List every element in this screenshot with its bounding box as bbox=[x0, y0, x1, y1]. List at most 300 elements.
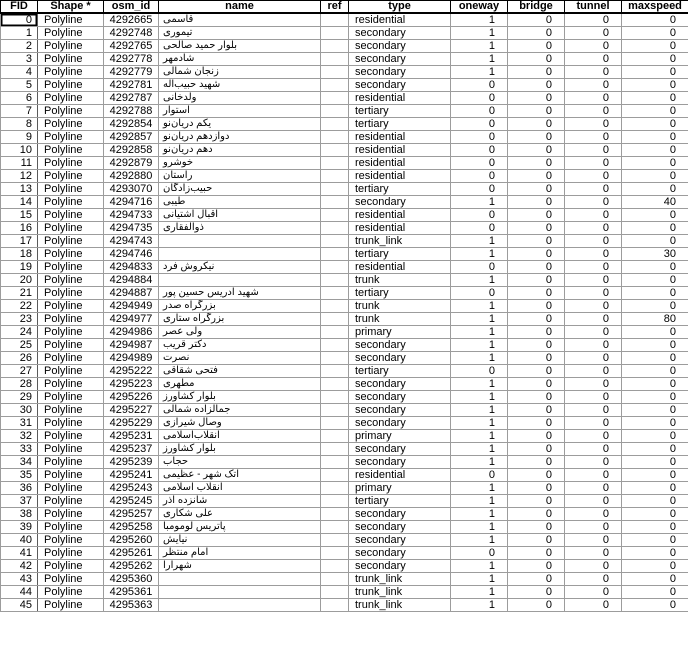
cell-type[interactable]: secondary bbox=[349, 521, 451, 534]
cell-shape[interactable]: Polyline bbox=[38, 495, 104, 508]
cell-osm_id[interactable]: 4294716 bbox=[104, 196, 159, 209]
cell-type[interactable]: secondary bbox=[349, 560, 451, 573]
cell-shape[interactable]: Polyline bbox=[38, 274, 104, 287]
cell-tunnel[interactable]: 0 bbox=[565, 66, 622, 79]
cell-fid[interactable]: 4 bbox=[1, 66, 38, 79]
cell-name[interactable]: نصرت bbox=[159, 352, 321, 365]
cell-osm_id[interactable]: 4292880 bbox=[104, 170, 159, 183]
cell-oneway[interactable]: 0 bbox=[451, 183, 508, 196]
cell-shape[interactable]: Polyline bbox=[38, 157, 104, 170]
cell-shape[interactable]: Polyline bbox=[38, 586, 104, 599]
cell-fid[interactable]: 1 bbox=[1, 27, 38, 40]
cell-maxspeed[interactable]: 80 bbox=[622, 313, 688, 326]
cell-type[interactable]: tertiary bbox=[349, 118, 451, 131]
cell-ref[interactable] bbox=[321, 339, 349, 352]
cell-tunnel[interactable]: 0 bbox=[565, 313, 622, 326]
cell-type[interactable]: trunk_link bbox=[349, 235, 451, 248]
cell-bridge[interactable]: 0 bbox=[508, 144, 565, 157]
cell-osm_id[interactable]: 4295222 bbox=[104, 365, 159, 378]
cell-name[interactable]: خوشرو bbox=[159, 157, 321, 170]
cell-osm_id[interactable]: 4295363 bbox=[104, 599, 159, 612]
cell-osm_id[interactable]: 4294989 bbox=[104, 352, 159, 365]
cell-osm_id[interactable]: 4295241 bbox=[104, 469, 159, 482]
cell-osm_id[interactable]: 4295229 bbox=[104, 417, 159, 430]
cell-type[interactable]: primary bbox=[349, 430, 451, 443]
column-header-tunnel[interactable]: tunnel bbox=[565, 1, 622, 14]
cell-bridge[interactable]: 0 bbox=[508, 222, 565, 235]
cell-type[interactable]: trunk_link bbox=[349, 573, 451, 586]
cell-shape[interactable]: Polyline bbox=[38, 183, 104, 196]
cell-bridge[interactable]: 0 bbox=[508, 209, 565, 222]
cell-osm_id[interactable]: 4292765 bbox=[104, 40, 159, 53]
cell-name[interactable]: وصال شیرازی bbox=[159, 417, 321, 430]
cell-ref[interactable] bbox=[321, 209, 349, 222]
cell-bridge[interactable]: 0 bbox=[508, 352, 565, 365]
column-header-ref[interactable]: ref bbox=[321, 1, 349, 14]
cell-shape[interactable]: Polyline bbox=[38, 144, 104, 157]
cell-type[interactable]: residential bbox=[349, 157, 451, 170]
cell-ref[interactable] bbox=[321, 586, 349, 599]
cell-oneway[interactable]: 1 bbox=[451, 248, 508, 261]
cell-osm_id[interactable]: 4294977 bbox=[104, 313, 159, 326]
cell-type[interactable]: residential bbox=[349, 170, 451, 183]
cell-tunnel[interactable]: 0 bbox=[565, 248, 622, 261]
cell-ref[interactable] bbox=[321, 508, 349, 521]
cell-ref[interactable] bbox=[321, 456, 349, 469]
cell-fid[interactable]: 35 bbox=[1, 469, 38, 482]
cell-bridge[interactable]: 0 bbox=[508, 300, 565, 313]
cell-fid[interactable]: 27 bbox=[1, 365, 38, 378]
cell-oneway[interactable]: 1 bbox=[451, 300, 508, 313]
cell-maxspeed[interactable]: 0 bbox=[622, 326, 688, 339]
cell-oneway[interactable]: 1 bbox=[451, 508, 508, 521]
cell-tunnel[interactable]: 0 bbox=[565, 534, 622, 547]
cell-fid[interactable]: 14 bbox=[1, 196, 38, 209]
cell-bridge[interactable]: 0 bbox=[508, 287, 565, 300]
cell-ref[interactable] bbox=[321, 131, 349, 144]
cell-shape[interactable]: Polyline bbox=[38, 404, 104, 417]
cell-oneway[interactable]: 1 bbox=[451, 482, 508, 495]
cell-fid[interactable]: 10 bbox=[1, 144, 38, 157]
cell-ref[interactable] bbox=[321, 521, 349, 534]
cell-maxspeed[interactable]: 0 bbox=[622, 144, 688, 157]
cell-bridge[interactable]: 0 bbox=[508, 521, 565, 534]
cell-bridge[interactable]: 0 bbox=[508, 495, 565, 508]
cell-maxspeed[interactable]: 0 bbox=[622, 222, 688, 235]
cell-name[interactable]: طیبی bbox=[159, 196, 321, 209]
cell-shape[interactable]: Polyline bbox=[38, 222, 104, 235]
cell-bridge[interactable]: 0 bbox=[508, 508, 565, 521]
cell-type[interactable]: secondary bbox=[349, 196, 451, 209]
cell-ref[interactable] bbox=[321, 105, 349, 118]
cell-tunnel[interactable]: 0 bbox=[565, 326, 622, 339]
cell-type[interactable]: secondary bbox=[349, 79, 451, 92]
cell-type[interactable]: trunk bbox=[349, 274, 451, 287]
cell-shape[interactable]: Polyline bbox=[38, 105, 104, 118]
cell-osm_id[interactable]: 4294733 bbox=[104, 209, 159, 222]
cell-maxspeed[interactable]: 0 bbox=[622, 235, 688, 248]
cell-osm_id[interactable]: 4295237 bbox=[104, 443, 159, 456]
cell-shape[interactable]: Polyline bbox=[38, 534, 104, 547]
cell-osm_id[interactable]: 4295262 bbox=[104, 560, 159, 573]
cell-bridge[interactable]: 0 bbox=[508, 53, 565, 66]
cell-type[interactable]: trunk bbox=[349, 300, 451, 313]
cell-shape[interactable]: Polyline bbox=[38, 287, 104, 300]
cell-bridge[interactable]: 0 bbox=[508, 183, 565, 196]
column-header-name[interactable]: name bbox=[159, 1, 321, 14]
cell-name[interactable]: انقلاب اسلامی bbox=[159, 482, 321, 495]
cell-type[interactable]: secondary bbox=[349, 27, 451, 40]
cell-oneway[interactable]: 1 bbox=[451, 40, 508, 53]
cell-shape[interactable]: Polyline bbox=[38, 443, 104, 456]
cell-osm_id[interactable]: 4294949 bbox=[104, 300, 159, 313]
cell-maxspeed[interactable]: 0 bbox=[622, 534, 688, 547]
cell-fid[interactable]: 36 bbox=[1, 482, 38, 495]
cell-osm_id[interactable]: 4295257 bbox=[104, 508, 159, 521]
cell-tunnel[interactable]: 0 bbox=[565, 235, 622, 248]
cell-bridge[interactable]: 0 bbox=[508, 105, 565, 118]
cell-name[interactable]: امام منتظر bbox=[159, 547, 321, 560]
cell-osm_id[interactable]: 4292781 bbox=[104, 79, 159, 92]
cell-shape[interactable]: Polyline bbox=[38, 27, 104, 40]
cell-tunnel[interactable]: 0 bbox=[565, 404, 622, 417]
cell-tunnel[interactable]: 0 bbox=[565, 417, 622, 430]
cell-fid[interactable]: 45 bbox=[1, 599, 38, 612]
cell-maxspeed[interactable]: 0 bbox=[622, 547, 688, 560]
cell-type[interactable]: secondary bbox=[349, 40, 451, 53]
cell-osm_id[interactable]: 4295239 bbox=[104, 456, 159, 469]
cell-ref[interactable] bbox=[321, 196, 349, 209]
cell-oneway[interactable]: 0 bbox=[451, 105, 508, 118]
cell-osm_id[interactable]: 4294735 bbox=[104, 222, 159, 235]
cell-maxspeed[interactable]: 0 bbox=[622, 66, 688, 79]
cell-bridge[interactable]: 0 bbox=[508, 391, 565, 404]
cell-shape[interactable]: Polyline bbox=[38, 196, 104, 209]
cell-maxspeed[interactable]: 0 bbox=[622, 118, 688, 131]
cell-shape[interactable]: Polyline bbox=[38, 300, 104, 313]
cell-maxspeed[interactable]: 0 bbox=[622, 274, 688, 287]
cell-osm_id[interactable]: 4295261 bbox=[104, 547, 159, 560]
cell-bridge[interactable]: 0 bbox=[508, 274, 565, 287]
cell-shape[interactable]: Polyline bbox=[38, 131, 104, 144]
cell-bridge[interactable]: 0 bbox=[508, 66, 565, 79]
cell-tunnel[interactable]: 0 bbox=[565, 40, 622, 53]
cell-osm_id[interactable]: 4294746 bbox=[104, 248, 159, 261]
cell-name[interactable]: حجاب bbox=[159, 456, 321, 469]
cell-type[interactable]: tertiary bbox=[349, 495, 451, 508]
cell-ref[interactable] bbox=[321, 469, 349, 482]
cell-name[interactable]: بلوار حمید صالحی bbox=[159, 40, 321, 53]
cell-ref[interactable] bbox=[321, 274, 349, 287]
cell-shape[interactable]: Polyline bbox=[38, 482, 104, 495]
cell-fid[interactable]: 6 bbox=[1, 92, 38, 105]
cell-bridge[interactable]: 0 bbox=[508, 469, 565, 482]
cell-bridge[interactable]: 0 bbox=[508, 560, 565, 573]
cell-tunnel[interactable]: 0 bbox=[565, 391, 622, 404]
cell-type[interactable]: residential bbox=[349, 469, 451, 482]
cell-fid[interactable]: 39 bbox=[1, 521, 38, 534]
cell-ref[interactable] bbox=[321, 404, 349, 417]
cell-ref[interactable] bbox=[321, 183, 349, 196]
cell-name[interactable]: اتک شهر - عظیمی bbox=[159, 469, 321, 482]
cell-type[interactable]: tertiary bbox=[349, 183, 451, 196]
cell-ref[interactable] bbox=[321, 599, 349, 612]
cell-type[interactable]: tertiary bbox=[349, 365, 451, 378]
cell-ref[interactable] bbox=[321, 170, 349, 183]
cell-maxspeed[interactable]: 0 bbox=[622, 79, 688, 92]
cell-bridge[interactable]: 0 bbox=[508, 599, 565, 612]
cell-fid[interactable]: 31 bbox=[1, 417, 38, 430]
cell-name[interactable]: جمالزاده شمالی bbox=[159, 404, 321, 417]
cell-fid[interactable]: 28 bbox=[1, 378, 38, 391]
cell-type[interactable]: residential bbox=[349, 131, 451, 144]
cell-oneway[interactable]: 1 bbox=[451, 326, 508, 339]
cell-maxspeed[interactable]: 0 bbox=[622, 157, 688, 170]
cell-bridge[interactable]: 0 bbox=[508, 586, 565, 599]
cell-type[interactable]: primary bbox=[349, 482, 451, 495]
cell-type[interactable]: residential bbox=[349, 261, 451, 274]
cell-type[interactable]: residential bbox=[349, 144, 451, 157]
cell-ref[interactable] bbox=[321, 326, 349, 339]
cell-fid[interactable]: 24 bbox=[1, 326, 38, 339]
cell-maxspeed[interactable]: 30 bbox=[622, 248, 688, 261]
cell-maxspeed[interactable]: 0 bbox=[622, 586, 688, 599]
cell-fid[interactable]: 15 bbox=[1, 209, 38, 222]
cell-maxspeed[interactable]: 0 bbox=[622, 378, 688, 391]
cell-shape[interactable]: Polyline bbox=[38, 170, 104, 183]
cell-oneway[interactable]: 1 bbox=[451, 274, 508, 287]
cell-type[interactable]: trunk_link bbox=[349, 586, 451, 599]
cell-shape[interactable]: Polyline bbox=[38, 118, 104, 131]
cell-type[interactable]: secondary bbox=[349, 443, 451, 456]
cell-fid[interactable]: 26 bbox=[1, 352, 38, 365]
cell-ref[interactable] bbox=[321, 495, 349, 508]
cell-name[interactable] bbox=[159, 573, 321, 586]
cell-ref[interactable] bbox=[321, 378, 349, 391]
cell-ref[interactable] bbox=[321, 118, 349, 131]
cell-name[interactable]: پاتریس لومومبا bbox=[159, 521, 321, 534]
cell-bridge[interactable]: 0 bbox=[508, 261, 565, 274]
cell-oneway[interactable]: 0 bbox=[451, 261, 508, 274]
cell-tunnel[interactable]: 0 bbox=[565, 196, 622, 209]
cell-name[interactable]: ذوالفقاری bbox=[159, 222, 321, 235]
cell-shape[interactable]: Polyline bbox=[38, 326, 104, 339]
cell-oneway[interactable]: 1 bbox=[451, 235, 508, 248]
cell-osm_id[interactable]: 4295360 bbox=[104, 573, 159, 586]
cell-bridge[interactable]: 0 bbox=[508, 430, 565, 443]
cell-oneway[interactable]: 1 bbox=[451, 404, 508, 417]
cell-maxspeed[interactable]: 0 bbox=[622, 521, 688, 534]
cell-name[interactable]: یکم دریان‌نو bbox=[159, 118, 321, 131]
cell-bridge[interactable]: 0 bbox=[508, 378, 565, 391]
cell-type[interactable]: tertiary bbox=[349, 105, 451, 118]
cell-name[interactable]: ولی عصر bbox=[159, 326, 321, 339]
cell-tunnel[interactable]: 0 bbox=[565, 456, 622, 469]
cell-oneway[interactable]: 0 bbox=[451, 547, 508, 560]
cell-fid[interactable]: 32 bbox=[1, 430, 38, 443]
cell-name[interactable]: دوازدهم دریان‌نو bbox=[159, 131, 321, 144]
cell-maxspeed[interactable]: 0 bbox=[622, 287, 688, 300]
cell-name[interactable]: قاسمی bbox=[159, 13, 321, 27]
cell-bridge[interactable]: 0 bbox=[508, 13, 565, 27]
cell-oneway[interactable]: 0 bbox=[451, 365, 508, 378]
cell-tunnel[interactable]: 0 bbox=[565, 586, 622, 599]
cell-type[interactable]: residential bbox=[349, 209, 451, 222]
cell-fid[interactable]: 44 bbox=[1, 586, 38, 599]
cell-ref[interactable] bbox=[321, 222, 349, 235]
cell-fid[interactable]: 12 bbox=[1, 170, 38, 183]
cell-oneway[interactable]: 0 bbox=[451, 469, 508, 482]
cell-type[interactable]: secondary bbox=[349, 404, 451, 417]
cell-fid[interactable]: 40 bbox=[1, 534, 38, 547]
cell-osm_id[interactable]: 4294887 bbox=[104, 287, 159, 300]
cell-ref[interactable] bbox=[321, 287, 349, 300]
cell-type[interactable]: residential bbox=[349, 92, 451, 105]
cell-maxspeed[interactable]: 0 bbox=[622, 300, 688, 313]
cell-bridge[interactable]: 0 bbox=[508, 40, 565, 53]
cell-shape[interactable]: Polyline bbox=[38, 573, 104, 586]
cell-fid[interactable]: 16 bbox=[1, 222, 38, 235]
cell-name[interactable]: راستان bbox=[159, 170, 321, 183]
cell-bridge[interactable]: 0 bbox=[508, 573, 565, 586]
column-header-oneway[interactable]: oneway bbox=[451, 1, 508, 14]
cell-fid[interactable]: 13 bbox=[1, 183, 38, 196]
cell-name[interactable]: بلوار کشاورز bbox=[159, 443, 321, 456]
cell-name[interactable]: دکتر قریب bbox=[159, 339, 321, 352]
cell-oneway[interactable]: 1 bbox=[451, 521, 508, 534]
cell-ref[interactable] bbox=[321, 53, 349, 66]
cell-ref[interactable] bbox=[321, 157, 349, 170]
cell-osm_id[interactable]: 4292857 bbox=[104, 131, 159, 144]
cell-ref[interactable] bbox=[321, 365, 349, 378]
cell-ref[interactable] bbox=[321, 482, 349, 495]
cell-ref[interactable] bbox=[321, 66, 349, 79]
cell-shape[interactable]: Polyline bbox=[38, 599, 104, 612]
cell-tunnel[interactable]: 0 bbox=[565, 53, 622, 66]
cell-osm_id[interactable]: 4294833 bbox=[104, 261, 159, 274]
cell-oneway[interactable]: 1 bbox=[451, 378, 508, 391]
cell-ref[interactable] bbox=[321, 547, 349, 560]
cell-oneway[interactable]: 0 bbox=[451, 131, 508, 144]
cell-type[interactable]: primary bbox=[349, 326, 451, 339]
cell-bridge[interactable]: 0 bbox=[508, 482, 565, 495]
cell-shape[interactable]: Polyline bbox=[38, 560, 104, 573]
cell-type[interactable]: secondary bbox=[349, 53, 451, 66]
cell-ref[interactable] bbox=[321, 92, 349, 105]
cell-bridge[interactable]: 0 bbox=[508, 170, 565, 183]
cell-oneway[interactable]: 0 bbox=[451, 209, 508, 222]
cell-shape[interactable]: Polyline bbox=[38, 248, 104, 261]
cell-maxspeed[interactable]: 0 bbox=[622, 430, 688, 443]
column-header-osm_id[interactable]: osm_id bbox=[104, 1, 159, 14]
cell-tunnel[interactable]: 0 bbox=[565, 183, 622, 196]
cell-maxspeed[interactable]: 0 bbox=[622, 599, 688, 612]
cell-name[interactable]: حبیب‌زادگان bbox=[159, 183, 321, 196]
cell-shape[interactable]: Polyline bbox=[38, 92, 104, 105]
cell-tunnel[interactable]: 0 bbox=[565, 339, 622, 352]
cell-ref[interactable] bbox=[321, 144, 349, 157]
cell-oneway[interactable]: 1 bbox=[451, 391, 508, 404]
cell-name[interactable]: زنجان شمالی bbox=[159, 66, 321, 79]
cell-shape[interactable]: Polyline bbox=[38, 469, 104, 482]
cell-name[interactable]: بلوار کشاورز bbox=[159, 391, 321, 404]
cell-type[interactable]: secondary bbox=[349, 352, 451, 365]
cell-oneway[interactable]: 1 bbox=[451, 352, 508, 365]
cell-ref[interactable] bbox=[321, 79, 349, 92]
cell-fid[interactable]: 30 bbox=[1, 404, 38, 417]
cell-ref[interactable] bbox=[321, 300, 349, 313]
cell-shape[interactable]: Polyline bbox=[38, 13, 104, 27]
cell-ref[interactable] bbox=[321, 443, 349, 456]
cell-maxspeed[interactable]: 0 bbox=[622, 105, 688, 118]
cell-maxspeed[interactable]: 0 bbox=[622, 495, 688, 508]
cell-ref[interactable] bbox=[321, 235, 349, 248]
cell-oneway[interactable]: 0 bbox=[451, 144, 508, 157]
cell-fid[interactable]: 20 bbox=[1, 274, 38, 287]
cell-name[interactable] bbox=[159, 599, 321, 612]
cell-type[interactable]: secondary bbox=[349, 508, 451, 521]
cell-oneway[interactable]: 1 bbox=[451, 417, 508, 430]
cell-bridge[interactable]: 0 bbox=[508, 79, 565, 92]
cell-tunnel[interactable]: 0 bbox=[565, 222, 622, 235]
cell-oneway[interactable]: 1 bbox=[451, 27, 508, 40]
cell-fid[interactable]: 7 bbox=[1, 105, 38, 118]
cell-oneway[interactable]: 0 bbox=[451, 222, 508, 235]
cell-name[interactable] bbox=[159, 248, 321, 261]
cell-oneway[interactable]: 1 bbox=[451, 313, 508, 326]
cell-fid[interactable]: 5 bbox=[1, 79, 38, 92]
column-header-maxspeed[interactable]: maxspeed bbox=[622, 1, 688, 14]
cell-tunnel[interactable]: 0 bbox=[565, 430, 622, 443]
cell-bridge[interactable]: 0 bbox=[508, 547, 565, 560]
cell-type[interactable]: secondary bbox=[349, 417, 451, 430]
cell-bridge[interactable]: 0 bbox=[508, 27, 565, 40]
column-header-type[interactable]: type bbox=[349, 1, 451, 14]
cell-bridge[interactable]: 0 bbox=[508, 196, 565, 209]
cell-name[interactable]: نیایش bbox=[159, 534, 321, 547]
cell-osm_id[interactable]: 4292858 bbox=[104, 144, 159, 157]
cell-fid[interactable]: 34 bbox=[1, 456, 38, 469]
cell-name[interactable]: شهید ادریس حسین پور bbox=[159, 287, 321, 300]
cell-name[interactable]: تیموری bbox=[159, 27, 321, 40]
cell-name[interactable]: مطهری bbox=[159, 378, 321, 391]
cell-fid[interactable]: 2 bbox=[1, 40, 38, 53]
cell-fid[interactable]: 22 bbox=[1, 300, 38, 313]
cell-tunnel[interactable]: 0 bbox=[565, 209, 622, 222]
cell-type[interactable]: secondary bbox=[349, 534, 451, 547]
cell-tunnel[interactable]: 0 bbox=[565, 261, 622, 274]
cell-tunnel[interactable]: 0 bbox=[565, 573, 622, 586]
cell-oneway[interactable]: 0 bbox=[451, 118, 508, 131]
cell-oneway[interactable]: 1 bbox=[451, 586, 508, 599]
cell-tunnel[interactable]: 0 bbox=[565, 144, 622, 157]
cell-ref[interactable] bbox=[321, 534, 349, 547]
cell-ref[interactable] bbox=[321, 391, 349, 404]
cell-tunnel[interactable]: 0 bbox=[565, 287, 622, 300]
cell-osm_id[interactable]: 4292879 bbox=[104, 157, 159, 170]
cell-maxspeed[interactable]: 0 bbox=[622, 352, 688, 365]
cell-maxspeed[interactable]: 0 bbox=[622, 469, 688, 482]
cell-tunnel[interactable]: 0 bbox=[565, 469, 622, 482]
cell-oneway[interactable]: 1 bbox=[451, 53, 508, 66]
cell-fid[interactable]: 8 bbox=[1, 118, 38, 131]
cell-maxspeed[interactable]: 40 bbox=[622, 196, 688, 209]
cell-shape[interactable]: Polyline bbox=[38, 53, 104, 66]
cell-bridge[interactable]: 0 bbox=[508, 534, 565, 547]
cell-bridge[interactable]: 0 bbox=[508, 235, 565, 248]
cell-bridge[interactable]: 0 bbox=[508, 248, 565, 261]
cell-tunnel[interactable]: 0 bbox=[565, 495, 622, 508]
